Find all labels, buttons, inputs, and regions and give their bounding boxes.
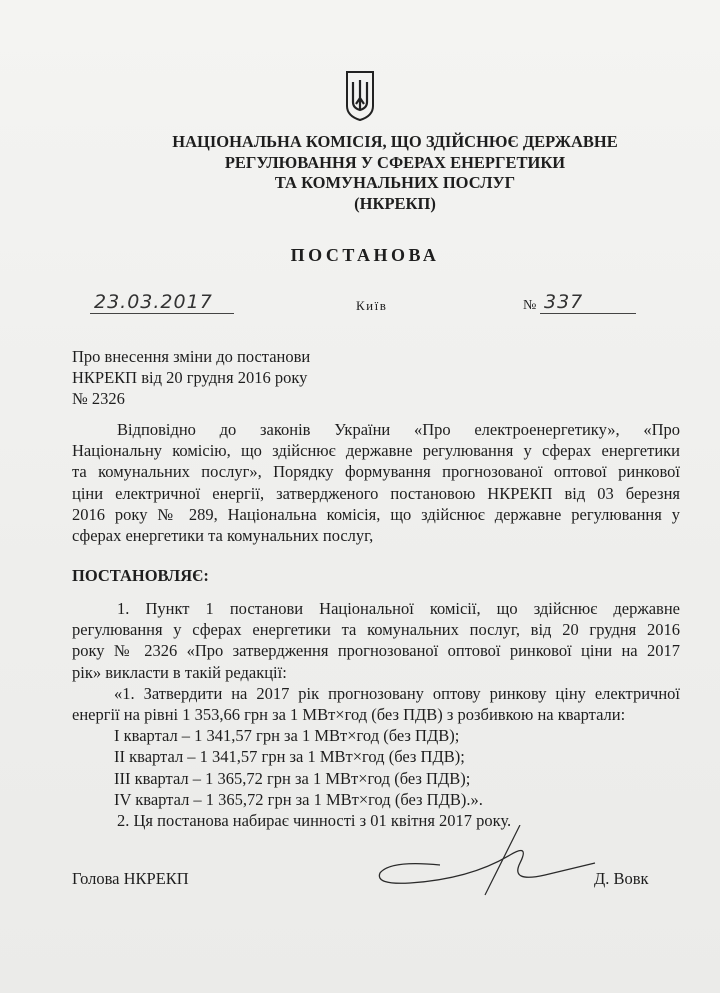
handwritten-signature [370, 825, 600, 905]
org-line: ТА КОМУНАЛЬНИХ ПОСЛУГ [274, 173, 516, 192]
text-line: ІІІ квартал – 1 365,72 грн за 1 МВт×год (без ПДВ); [114, 768, 471, 788]
org-line: (НКРЕКП) [354, 193, 436, 213]
signatory-name: Д. Вовк [594, 869, 649, 888]
text-line: Відповідно до законів України «Про електроенергетику», «Про [117, 420, 680, 439]
text-line: 2016 року № 289, Національна комісія, що здійснює державне регулювання у [72, 504, 680, 524]
text-line: енергії на рівні 1 353,66 грн за 1 МВт×год (без ПДВ) з розбивкою на квартали: [72, 705, 626, 725]
trident-emblem-icon [343, 68, 377, 122]
document-type: ПОСТАНОВА [290, 245, 440, 265]
text-line: Про внесення зміни до постанови [72, 347, 311, 366]
org-line: РЕГУЛЮВАННЯ У СФЕРАХ ЕНЕРГЕТИКИ [224, 152, 566, 172]
text-line: року № 2326 «Про затвердження прогнозованої оптової ринкової ціни на 2017 [72, 641, 680, 661]
text-line: ціни електричної енергії, затвердженого постановою НКРЕКП від 03 березня [72, 483, 680, 503]
text-line: сферах енергетики та комунальних послуг, [72, 526, 374, 546]
document-date: 23.03.2017 [90, 291, 234, 314]
document-city: Київ [356, 298, 388, 313]
text-line: IV квартал – 1 365,72 грн за 1 МВт×год (без ПДВ).». [114, 789, 483, 809]
text-line: та комунальних послуг», Порядку формування прогнозованої оптової ринкової [72, 462, 680, 482]
text-line: № 2326 [72, 389, 125, 409]
text-line: І квартал – 1 341,57 грн за 1 МВт×год (без ПДВ); [114, 726, 460, 746]
text-line: НКРЕКП від 20 грудня 2016 року [72, 368, 308, 388]
signatory-position: Голова НКРЕКП [72, 869, 189, 888]
decides-heading: ПОСТАНОВЛЯЄ: [72, 566, 209, 585]
text-line: регулювання у сферах енергетики та комунальних послуг, від 20 грудня 2016 [72, 620, 680, 640]
org-line: НАЦІОНАЛЬНА КОМІСІЯ, ЩО ЗДІЙСНЮЄ ДЕРЖАВНЕ [172, 132, 618, 151]
text-line: Національну комісію, що здійснює державне регулювання у сферах енергетики [72, 441, 680, 461]
number-label: № [523, 298, 537, 313]
subject-block [72, 346, 680, 410]
text-line: 1. Пункт 1 постанови Національної комісії, що здійснює державне [117, 599, 680, 618]
text-line: «1. Затвердити на 2017 рік прогнозовану оптову ринкову ціну електричної [114, 683, 680, 703]
preamble-paragraph [72, 419, 680, 546]
organization-name [0, 132, 720, 214]
item-1-paragraph [72, 598, 680, 810]
document-number: 337 [540, 291, 636, 314]
text-line: рік» викласти в такій редакції: [72, 662, 287, 682]
text-line: ІІ квартал – 1 341,57 грн за 1 МВт×год (без ПДВ); [114, 747, 465, 767]
item-2-text: 2. Ця постанова набирає чинності з 01 квітня 2017 року. [117, 811, 512, 830]
